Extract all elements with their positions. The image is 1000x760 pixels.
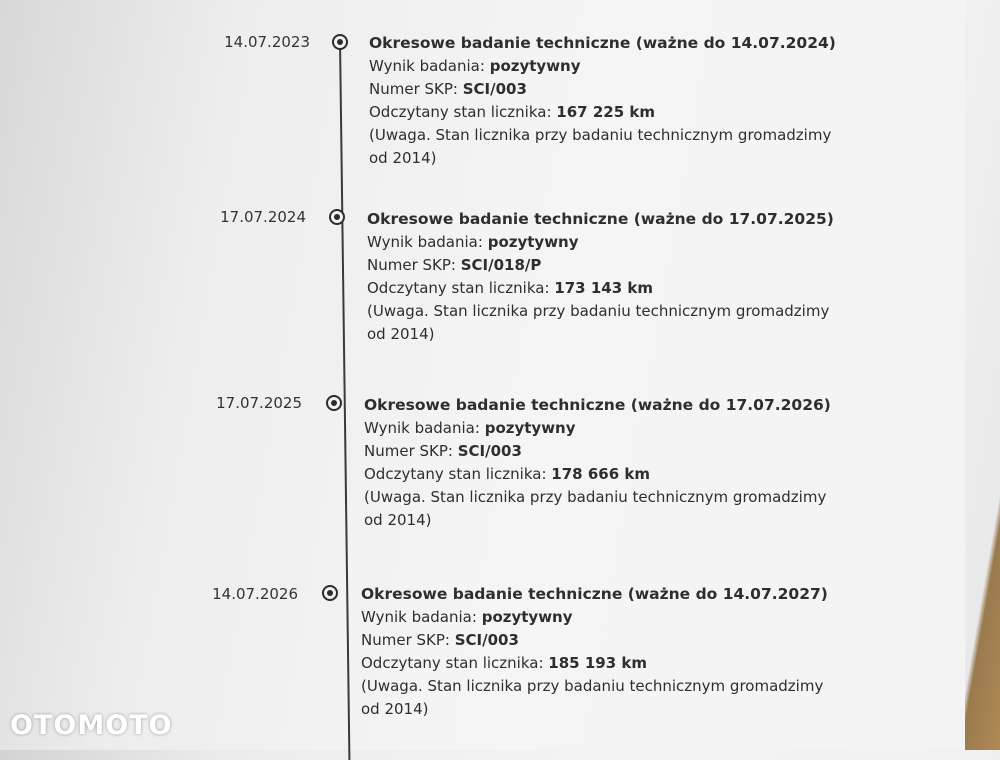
odometer-label: Odczytany stan licznika: xyxy=(367,279,555,297)
skp-value: SCI/018/P xyxy=(460,256,542,274)
odometer-label: Odczytany stan licznika: xyxy=(369,103,557,121)
result-label: Wynik badania: xyxy=(367,233,488,251)
otomoto-watermark: OTOMOTO xyxy=(10,710,173,741)
skp-label: Numer SKP: xyxy=(364,442,458,460)
result-value: pozytywny xyxy=(489,57,581,75)
entry-content xyxy=(361,583,831,721)
result-row xyxy=(369,55,839,78)
odometer-row xyxy=(364,463,834,486)
result-label: Wynik badania: xyxy=(361,608,482,626)
skp-row xyxy=(367,254,837,277)
result-value: pozytywny xyxy=(484,419,576,437)
skp-row xyxy=(364,440,834,463)
entry-date: 17.07.2025 xyxy=(216,394,302,412)
entry-title: Okresowe badanie techniczne (ważne do 14.07.2024) xyxy=(369,34,836,52)
skp-value: SCI/003 xyxy=(462,80,527,98)
entry-content xyxy=(364,394,834,532)
odometer-label: Odczytany stan licznika: xyxy=(361,654,549,672)
odometer-row xyxy=(369,101,839,124)
result-row xyxy=(364,417,834,440)
skp-label: Numer SKP: xyxy=(369,80,463,98)
entry-content xyxy=(367,208,837,346)
odometer-note: (Uwaga. Stan licznika przy badaniu technicznym gromadzimy od 2014) xyxy=(361,677,824,718)
skp-row xyxy=(369,78,839,101)
timeline-dot-icon xyxy=(332,34,348,50)
result-label: Wynik badania: xyxy=(364,419,485,437)
odometer-note: (Uwaga. Stan licznika przy badaniu technicznym gromadzimy od 2014) xyxy=(369,126,832,167)
skp-row xyxy=(361,629,831,652)
entry-title: Okresowe badanie techniczne (ważne do 17.07.2026) xyxy=(364,396,831,414)
entry-title: Okresowe badanie techniczne (ważne do 14.07.2027) xyxy=(361,585,828,603)
odometer-value: 185 193 km xyxy=(548,654,647,672)
timeline-dot-icon xyxy=(326,395,342,411)
skp-label: Numer SKP: xyxy=(361,631,455,649)
odometer-note: (Uwaga. Stan licznika przy badaniu technicznym gromadzimy od 2014) xyxy=(364,488,827,529)
entry-title: Okresowe badanie techniczne (ważne do 17.07.2025) xyxy=(367,210,834,228)
entry-date: 17.07.2024 xyxy=(220,208,306,226)
odometer-label: Odczytany stan licznika: xyxy=(364,465,552,483)
odometer-row xyxy=(361,652,831,675)
odometer-row xyxy=(367,277,837,300)
skp-value: SCI/003 xyxy=(454,631,519,649)
entry-date: 14.07.2023 xyxy=(224,33,310,51)
odometer-note: (Uwaga. Stan licznika przy badaniu technicznym gromadzimy od 2014) xyxy=(367,302,830,343)
skp-label: Numer SKP: xyxy=(367,256,461,274)
timeline-dot-icon xyxy=(329,209,345,225)
entry-date: 14.07.2026 xyxy=(212,585,298,603)
result-row xyxy=(367,231,837,254)
odometer-value: 173 143 km xyxy=(554,279,653,297)
result-value: pozytywny xyxy=(487,233,579,251)
odometer-value: 167 225 km xyxy=(556,103,655,121)
entry-content xyxy=(369,32,839,170)
result-value: pozytywny xyxy=(481,608,573,626)
result-row xyxy=(361,606,831,629)
skp-value: SCI/003 xyxy=(457,442,522,460)
result-label: Wynik badania: xyxy=(369,57,490,75)
timeline-dot-icon xyxy=(322,585,338,601)
odometer-value: 178 666 km xyxy=(551,465,650,483)
